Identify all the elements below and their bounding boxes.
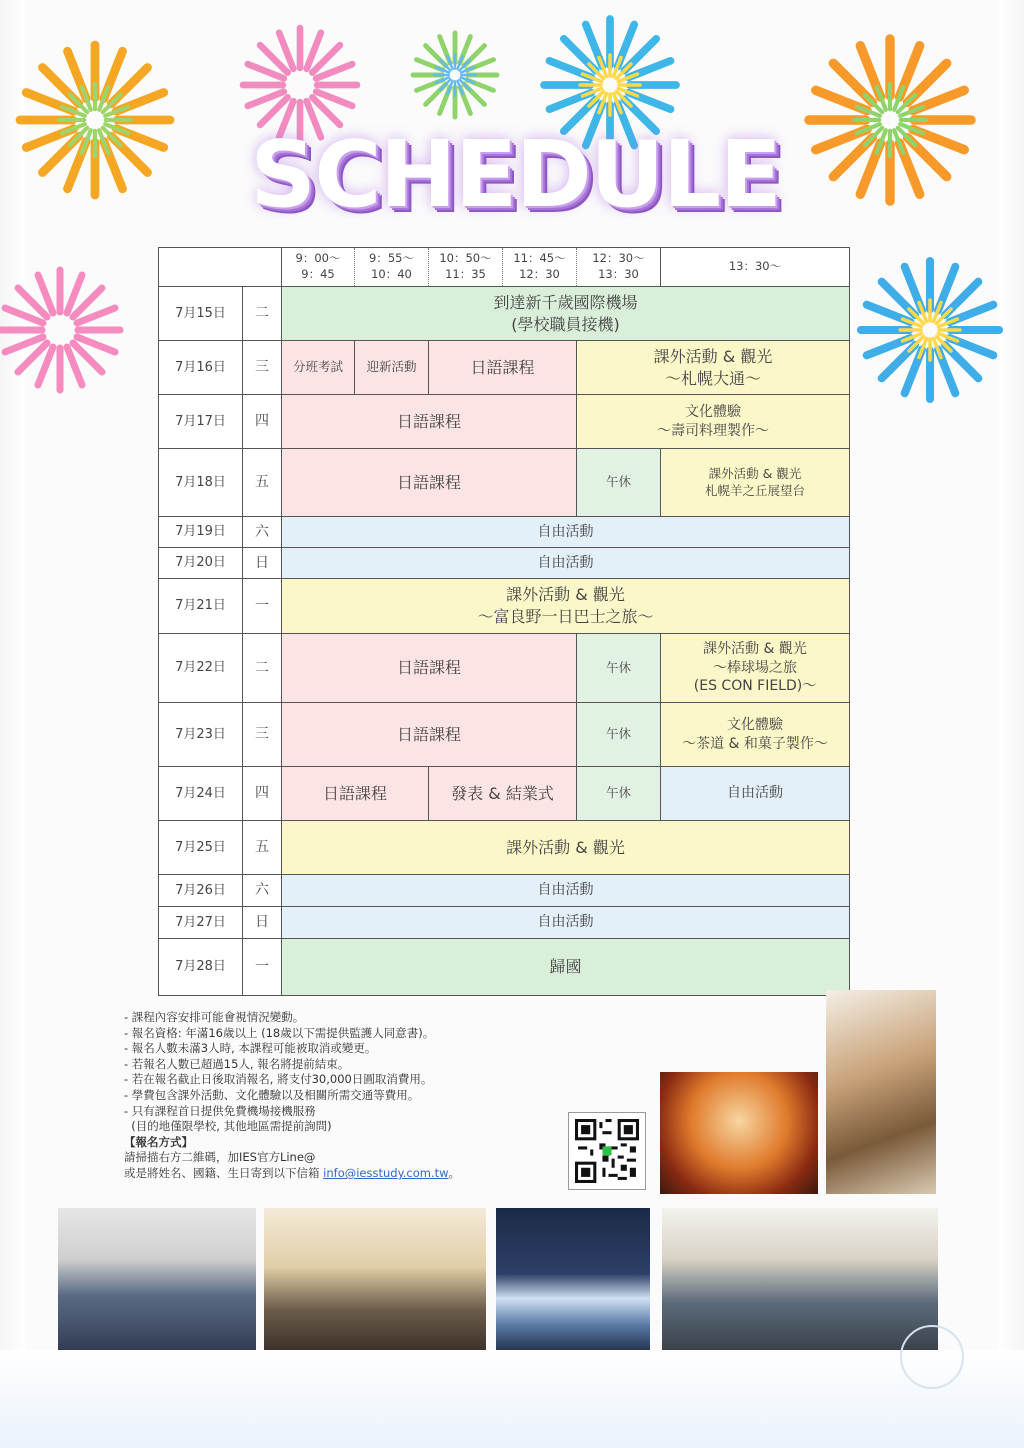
table-row xyxy=(159,821,850,875)
row-date: 7月28日 xyxy=(159,939,243,996)
activity-cell: 到達新千歲國際機場 (學校職員接機) xyxy=(282,287,850,341)
note-line: - 報名資格: 年滿16歲以上 (18歲以下需提供監護人同意書)。 xyxy=(124,1025,435,1040)
note-line: - 只有課程首日提供免費機場接機服務 xyxy=(124,1103,316,1118)
activity-cell: 課外活動 & 觀光 xyxy=(282,821,850,875)
row-weekday: 三 xyxy=(243,341,282,395)
activity-cell: 日語課程 xyxy=(282,767,429,821)
footer-band xyxy=(0,1350,1024,1448)
photo-classroom xyxy=(58,1208,256,1354)
activity-cell: 日語課程 xyxy=(429,341,577,395)
time-slot-4: 11：45～ 12：30 xyxy=(503,248,577,287)
row-date: 7月20日 xyxy=(159,548,243,579)
activity-cell: 午休 xyxy=(577,634,661,703)
row-weekday: 五 xyxy=(243,449,282,517)
row-date: 7月17日 xyxy=(159,395,243,449)
table-row xyxy=(159,449,850,517)
note-line: - 若報名人數已超過15人, 報名將提前結束。 xyxy=(124,1056,350,1071)
row-date: 7月22日 xyxy=(159,634,243,703)
row-date: 7月23日 xyxy=(159,703,243,767)
table-row xyxy=(159,767,850,821)
row-weekday: 日 xyxy=(243,548,282,579)
table-row xyxy=(159,907,850,939)
row-date: 7月21日 xyxy=(159,579,243,634)
school-logo-icon xyxy=(900,1325,964,1389)
activity-cell: 文化體驗 ～茶道 & 和菓子製作～ xyxy=(661,703,850,767)
activity-cell: 自由活動 xyxy=(661,767,850,821)
table-row xyxy=(159,341,850,395)
signup-line-1: 請掃描右方二維碼，加IES官方Line@ xyxy=(124,1150,316,1165)
note-line: - 若在報名截止日後取消報名, 將支付30,000日圓取消費用。 xyxy=(124,1072,433,1087)
time-header-row xyxy=(159,248,850,287)
activity-cell: 自由活動 xyxy=(282,548,850,579)
header-blank xyxy=(159,248,282,287)
row-weekday: 六 xyxy=(243,875,282,907)
row-weekday: 三 xyxy=(243,703,282,767)
activity-cell: 迎新活動 xyxy=(355,341,429,395)
row-date: 7月15日 xyxy=(159,287,243,341)
photo-fountain-night xyxy=(496,1208,650,1354)
note-line: - 報名人數未滿3人時, 本課程可能被取消或變更。 xyxy=(124,1041,377,1056)
row-weekday: 一 xyxy=(243,939,282,996)
note-line: (目的地僅限學校, 其他地區需提前詢問) xyxy=(124,1119,332,1134)
table-row xyxy=(159,939,850,996)
row-weekday: 六 xyxy=(243,517,282,548)
row-date: 7月24日 xyxy=(159,767,243,821)
qr-icon xyxy=(575,1119,639,1183)
photo-dining xyxy=(264,1208,486,1354)
time-slot-5: 12：30～ 13：30 xyxy=(577,248,661,287)
schedule-title: SCHEDULE xyxy=(249,121,781,228)
activity-cell: 午休 xyxy=(577,703,661,767)
row-weekday: 四 xyxy=(243,395,282,449)
table-row xyxy=(159,287,850,341)
signup-line-2 xyxy=(124,1166,594,1182)
row-date: 7月18日 xyxy=(159,449,243,517)
row-weekday: 一 xyxy=(243,579,282,634)
time-slot-6: 13：30～ xyxy=(661,248,850,287)
table-row xyxy=(159,579,850,634)
activity-cell: 日語課程 xyxy=(282,634,577,703)
table-row xyxy=(159,517,850,548)
photo-seafood-bowl xyxy=(660,1072,818,1194)
row-date: 7月25日 xyxy=(159,821,243,875)
signup-line-2-prefix: 或是將姓名、國籍、生日寄到以下信箱 xyxy=(124,1165,320,1180)
time-slot-1: 9：00～ 9：45 xyxy=(282,248,355,287)
row-date: 7月27日 xyxy=(159,907,243,939)
activity-cell: 日語課程 xyxy=(282,395,577,449)
activity-cell: 自由活動 xyxy=(282,907,850,939)
signup-heading: 【報名方式】 xyxy=(124,1134,193,1149)
schedule-table xyxy=(158,247,850,996)
activity-cell: 課外活動 & 觀光 ～札幌大通～ xyxy=(577,341,850,395)
activity-cell: 分班考試 xyxy=(282,341,355,395)
table-row xyxy=(159,548,850,579)
activity-cell: 文化體驗 ～壽司料理製作～ xyxy=(577,395,850,449)
activity-cell: 課外活動 & 觀光 ～棒球場之旅 (ES CON FIELD)～ xyxy=(661,634,850,703)
table-row xyxy=(159,395,850,449)
note-line: - 學費包含課外活動、文化體驗以及相關所需交通等費用。 xyxy=(124,1087,420,1102)
photo-group xyxy=(662,1208,938,1354)
notes-section xyxy=(124,1010,594,1182)
row-weekday: 二 xyxy=(243,287,282,341)
activity-cell: 發表 & 結業式 xyxy=(429,767,577,821)
row-date: 7月19日 xyxy=(159,517,243,548)
activity-cell: 課外活動 & 觀光 札幌羊之丘展望台 xyxy=(661,449,850,517)
time-slot-2: 9：55～ 10：40 xyxy=(355,248,429,287)
note-line: - 課程內容安排可能會視情況變動。 xyxy=(124,1010,305,1024)
line-qr-code[interactable] xyxy=(568,1112,646,1190)
time-slot-3: 10：50～ 11：35 xyxy=(429,248,503,287)
table-row xyxy=(159,875,850,907)
activity-cell: 日語課程 xyxy=(282,449,577,517)
email-link[interactable]: info@iesstudy.com.tw xyxy=(323,1165,449,1180)
activity-cell: 自由活動 xyxy=(282,517,850,548)
activity-cell: 自由活動 xyxy=(282,875,850,907)
activity-cell: 日語課程 xyxy=(282,703,577,767)
activity-cell: 午休 xyxy=(577,449,661,517)
photo-shop-visit xyxy=(826,990,936,1194)
activity-cell: 午休 xyxy=(577,767,661,821)
activity-cell: 歸國 xyxy=(282,939,850,996)
table-row xyxy=(159,634,850,703)
activity-cell: 課外活動 & 觀光 ～富良野一日巴士之旅～ xyxy=(282,579,850,634)
signup-line-2-suffix: 。 xyxy=(448,1165,461,1180)
row-weekday: 五 xyxy=(243,821,282,875)
row-date: 7月26日 xyxy=(159,875,243,907)
row-weekday: 日 xyxy=(243,907,282,939)
table-row xyxy=(159,703,850,767)
row-weekday: 四 xyxy=(243,767,282,821)
row-date: 7月16日 xyxy=(159,341,243,395)
row-weekday: 二 xyxy=(243,634,282,703)
